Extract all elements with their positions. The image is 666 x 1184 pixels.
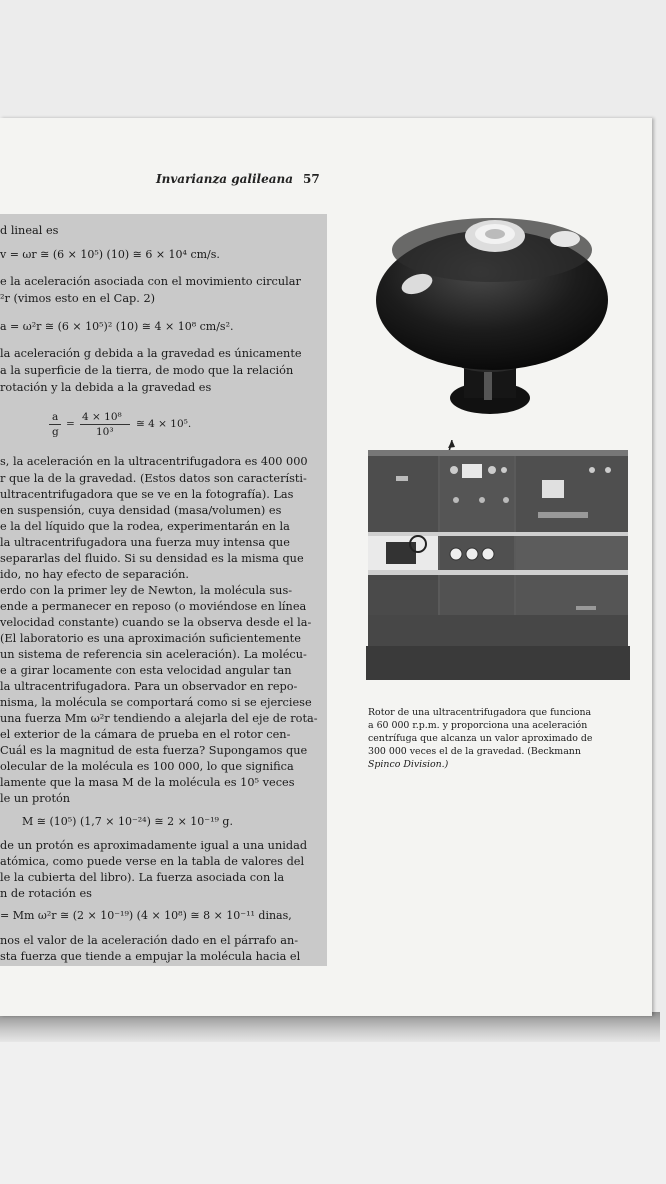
fraction-num-right: 4 × 10⁸	[82, 411, 122, 423]
equation-line: a = ω²r ≅ (6 × 10⁵)² (10) ≅ 4 × 10⁸ cm/s².	[0, 320, 234, 333]
photo-caption: Spinco Division.)	[368, 759, 449, 770]
body-line: la aceleración g debida a la gravedad es únicamente	[0, 347, 302, 360]
body-line: ²r (vimos esto en el Cap. 2)	[0, 292, 156, 305]
body-line: e la aceleración asociada con el movimiento circular	[0, 275, 301, 288]
body-line: s, la aceleración en la ultracentrifugadora es 400 000	[0, 455, 308, 468]
fraction-num-left: a	[52, 411, 59, 423]
body-line: atómica, como puede verse en la tabla de valores del	[0, 855, 305, 868]
body-line: sta fuerza que tiende a empujar la molécula hacia el	[0, 950, 301, 963]
body-line: n de rotación es	[0, 887, 92, 900]
rotor-image	[372, 212, 616, 430]
body-line: rotación y la debida a la gravedad es	[0, 381, 212, 394]
body-line: le un protón	[0, 792, 71, 805]
photo-caption: a 60 000 r.p.m. y proporciona una aceleración	[368, 720, 588, 731]
body-line: ultracentrifugadora que se ve en la fotografía). Las	[0, 488, 294, 501]
body-line: el exterior de la cámara de prueba en el rotor cen-	[0, 728, 291, 741]
body-line: a la superficie de la tierra, de modo que la relación	[0, 364, 294, 377]
page-number: 57	[303, 172, 320, 186]
body-line: nos el valor de la aceleración dado en el párrafo an-	[0, 934, 299, 947]
body-line: la ultracentrifugadora. Para un observador en repo-	[0, 680, 298, 693]
body-line: d lineal es	[0, 224, 59, 237]
photo-caption: centrífuga que alcanza un valor aproximado de	[368, 733, 593, 744]
body-line: ende a permanecer en reposo (o moviéndose en línea	[0, 600, 307, 613]
fraction-result: ≅ 4 × 10⁵.	[136, 418, 192, 430]
body-line: e a girar locamente con esta velocidad angular tan	[0, 664, 292, 677]
body-line: lamente que la masa M de la molécula es 10⁵ veces	[0, 776, 295, 789]
body-line: la ultracentrifugadora una fuerza muy intensa que	[0, 536, 290, 549]
body-line: un sistema de referencia sin aceleración). La molécu-	[0, 648, 307, 661]
ultracentrifuge-image	[366, 440, 630, 680]
photo-caption: 300 000 veces el de la gravedad. (Beckmann	[368, 746, 581, 757]
equation-line: = Mm ω²r ≅ (2 × 10⁻¹⁹) (4 × 10⁸) ≅ 8 × 10⁻¹¹ dinas,	[0, 909, 292, 922]
body-line: e la del líquido que la rodea, experimentarán en la	[0, 520, 290, 533]
fraction-den-left: g	[52, 426, 59, 438]
page-shadow	[0, 1012, 660, 1042]
equation-line: M ≅ (10⁵) (1,7 × 10⁻²⁴) ≅ 2 × 10⁻¹⁹ g.	[22, 815, 233, 828]
body-line: ido, no hay efecto de separación.	[0, 568, 189, 581]
body-line: Cuál es la magnitud de esta fuerza? Supongamos que	[0, 744, 308, 757]
body-text-column: d lineal es v = ωr ≅ (6 × 10⁵) (10) ≅ 6 × 10⁴ cm/s. e la aceleración asociada con el movimiento circular ²r (vimos esto en el Cap. 2) a = ω²r ≅ (6 × 10⁵)² (10) ≅ 4 × 10⁸ cm/s². la aceleración g debida a la gravedad es únicamente a la superficie de la tierra, de modo que la relación rotación y la debida a la gravedad es a g = 4 × 10⁸ 10³ ≅ 4 × 10⁵. s, la aceleración en la ultracentrifugadora es 400 000 r que la de la gravedad. (Estos datos son característi- ultracentrifugadora que se ve en la fotografía). Las en suspensión, cuya densidad (masa/volumen) es e la del líquido que la rodea, experimentarán en la la ultracentrifugadora una fuerza muy intensa que separarlas del fluido. Si su densidad es la misma que ido, no hay efecto de separación. erdo con la primer ley de Newton, la molécula sus- ende a permanecer en reposo (o moviéndose en línea velocidad constante) cuando se la observa desde el la- (El laboratorio es una aproximación suficientemente un sistema de referencia sin aceleración). La molécu- e a girar locamente con esta velocidad angular tan la ultracentrifugadora. Para un observador en repo- nisma, la molécula se comportará como si se ejerciese una fuerza Mm ω²r tendiendo a alejarla del eje de rota- el exterior de la cámara de prueba en el rotor cen- Cuál es la magnitud de esta fuerza? Supongamos que olecular de la molécula es 100 000, lo que significa lamente que la masa M de la molécula es 10⁵ veces le un protón M ≅ (10⁵) (1,7 × 10⁻²⁴) ≅ 2 × 10⁻¹⁹ g. de un protón es aproximadamente igual a una unidad atómica, como puede verse en la tabla de valores del le la cubierta del libro). La fuerza asociada con la n de rotación es = Mm ω²r ≅ (2 × 10⁻¹⁹) (4 × 10⁸) ≅ 8 × 10⁻¹¹ dinas, nos el valor de la aceleración dado en el párrafo an- sta fuerza que tiende a empujar la molécula hacia el	[0, 214, 327, 966]
body-line: (El laboratorio es una aproximación suficientemente	[0, 632, 301, 645]
fraction-den-right: 10³	[96, 426, 114, 438]
fraction-bar	[80, 424, 130, 425]
body-line: velocidad constante) cuando se la observa desde el la-	[0, 616, 312, 629]
photo-caption: Rotor de una ultracentrifugadora que funciona	[368, 707, 592, 718]
equation-line: v = ωr ≅ (6 × 10⁵) (10) ≅ 6 × 10⁴ cm/s.	[0, 248, 220, 261]
body-line: nisma, la molécula se comportará como si se ejerciese	[0, 696, 312, 709]
body-line: erdo con la primer ley de Newton, la molécula sus-	[0, 584, 293, 597]
fraction-bar	[49, 424, 61, 425]
body-line: r que la de la gravedad. (Estos datos son característi-	[0, 472, 307, 485]
body-line: separarlas del fluido. Si su densidad es la misma que	[0, 552, 304, 565]
body-line: le la cubierta del libro). La fuerza asociada con la	[0, 871, 285, 884]
running-header	[156, 172, 320, 186]
header-title: Invarianza galileana	[156, 172, 293, 186]
ultracentrifuge-photo	[366, 440, 630, 680]
body-line: una fuerza Mm ω²r tendiendo a alejarla del eje de rota-	[0, 712, 318, 725]
body-line: de un protón es aproximadamente igual a una unidad	[0, 839, 308, 852]
body-line: olecular de la molécula es 100 000, lo que significa	[0, 760, 294, 773]
rotor-photo	[372, 212, 616, 430]
body-line: en suspensión, cuya densidad (masa/volumen) es	[0, 504, 282, 517]
table-surface	[0, 1030, 666, 1184]
